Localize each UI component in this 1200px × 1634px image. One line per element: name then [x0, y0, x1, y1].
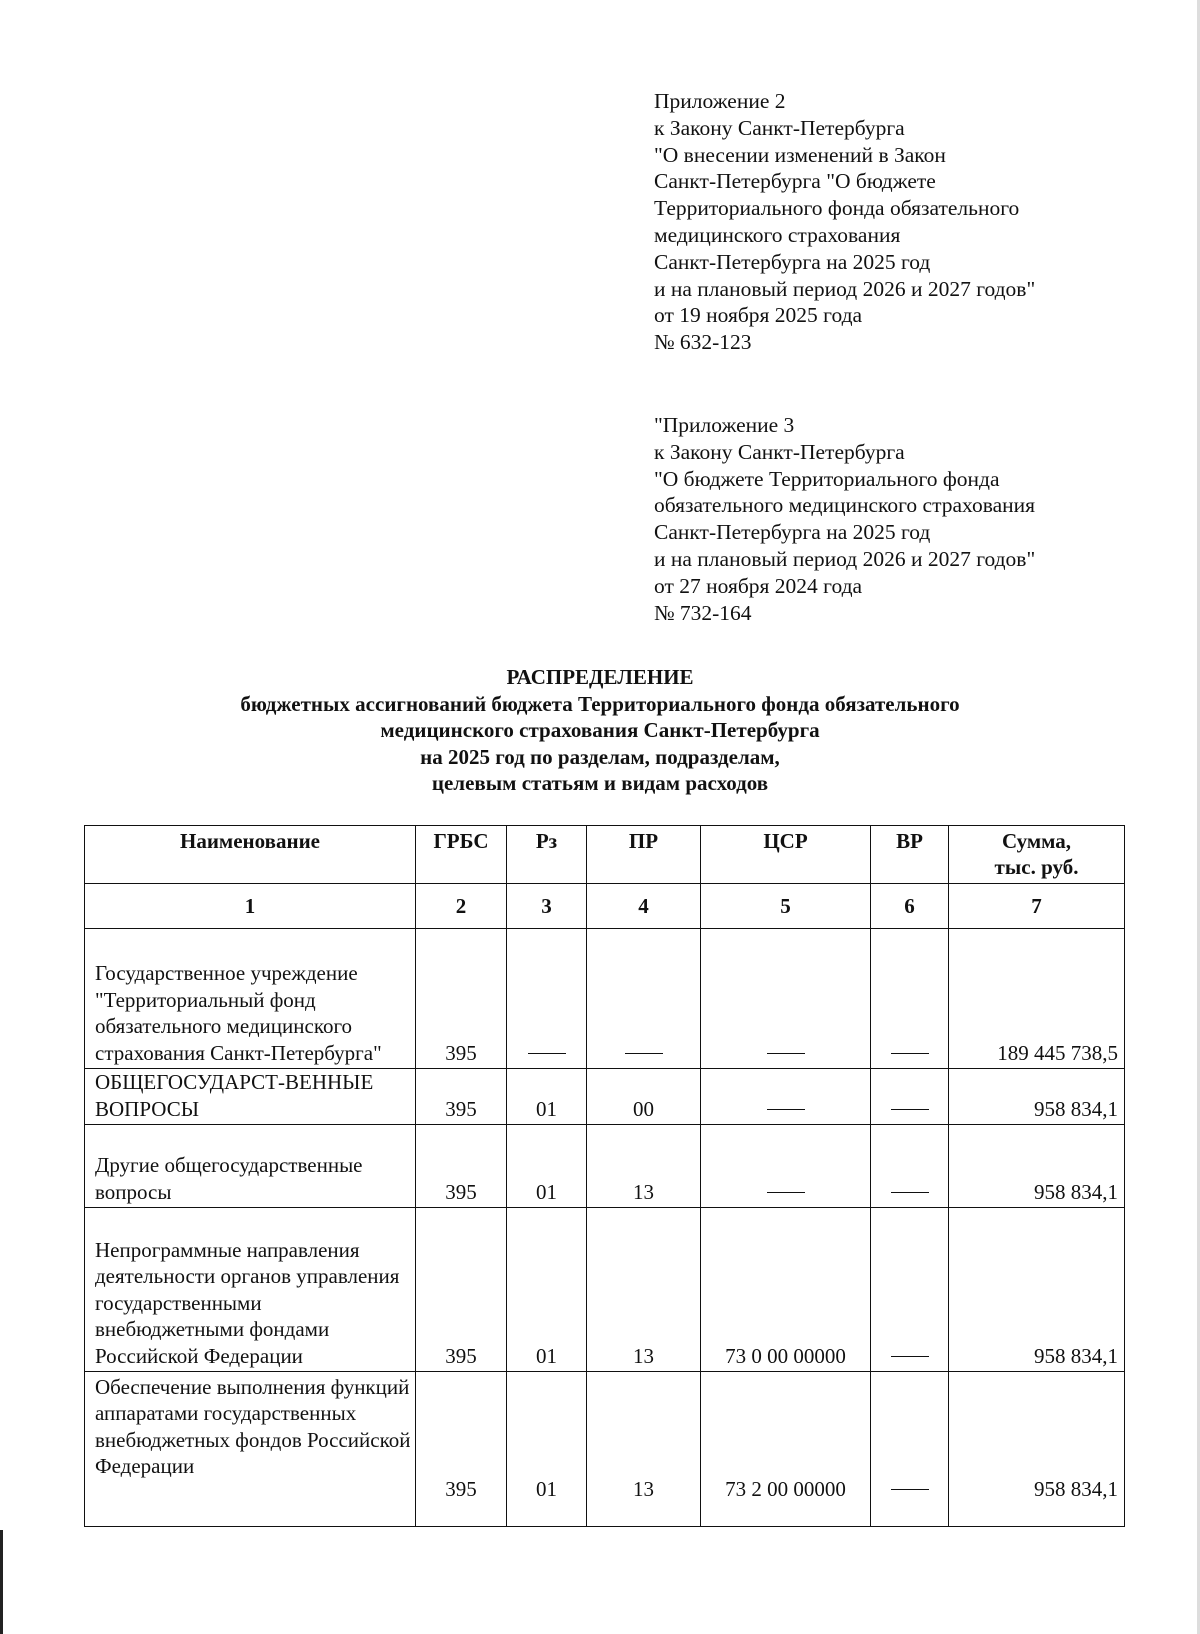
attachment-3-line: "О бюджете Территориального фонда: [654, 466, 1000, 491]
row-vr: [871, 1372, 949, 1527]
header-grbs: ГРБС: [416, 826, 507, 884]
title-line: бюджетных ассигнований бюджета Территориального фонда обязательного: [240, 691, 960, 716]
dash-mark: [767, 1053, 805, 1054]
column-number: 4: [587, 884, 701, 929]
row-name: Непрограммные направления деятельности органов управления государственными внебюджетными фондами Российской Федерации: [85, 1208, 416, 1372]
row-name: Государственное учреждение "Территориальный фонд обязательного медицинского страхования Санкт-Петербурга": [85, 929, 416, 1069]
column-number: 2: [416, 884, 507, 929]
attachment-3-line: к Закону Санкт-Петербурга: [654, 439, 905, 464]
table-header-row: [85, 826, 1125, 884]
table-row: [85, 929, 1125, 1069]
row-sum: 958 834,1: [949, 1069, 1125, 1125]
row-grbs: 395: [416, 1208, 507, 1372]
row-vr: [871, 1208, 949, 1372]
attachment-3-line: № 732-164: [654, 600, 752, 625]
attachment-2-line: № 632-123: [654, 330, 752, 355]
title-line: медицинского страхования Санкт-Петербурга: [380, 718, 820, 742]
row-pr: 00: [587, 1069, 701, 1125]
row-vr: [871, 929, 949, 1069]
header-vr: ВР: [871, 826, 949, 884]
document-title: [0, 664, 1200, 797]
row-rz: [507, 929, 587, 1069]
dash-mark: [767, 1109, 805, 1110]
row-csr: 73 2 00 00000: [701, 1372, 871, 1527]
row-name: Другие общегосударственные вопросы: [85, 1125, 416, 1208]
table-row: [85, 1069, 1125, 1125]
attachment-2-line: и на плановый период 2026 и 2027 годов": [654, 276, 1036, 301]
header-pr: ПР: [587, 826, 701, 884]
table-row: [85, 1125, 1125, 1208]
attachment-2-line: Территориального фонда обязательного: [654, 196, 1020, 221]
dash-mark: [767, 1192, 805, 1193]
row-csr: [701, 929, 871, 1069]
row-csr: 73 0 00 00000: [701, 1208, 871, 1372]
row-name: Обеспечение выполнения функций аппаратами государственных внебюджетных фондов Российской Федерации: [85, 1372, 416, 1527]
row-sum: 958 834,1: [949, 1125, 1125, 1208]
dash-mark: [891, 1356, 929, 1357]
row-rz: 01: [507, 1208, 587, 1372]
row-rz: 01: [507, 1125, 587, 1208]
row-csr: [701, 1069, 871, 1125]
column-number: 7: [949, 884, 1125, 929]
attachment-3-line: Санкт-Петербурга на 2025 год: [654, 520, 931, 545]
row-sum: 189 445 738,5: [949, 929, 1125, 1069]
dash-mark: [625, 1053, 663, 1054]
column-number: 5: [701, 884, 871, 929]
attachment-3-block: [654, 412, 1035, 626]
dash-mark: [891, 1109, 929, 1110]
dash-mark: [891, 1489, 929, 1490]
header-csr: ЦСР: [701, 826, 871, 884]
row-grbs: 395: [416, 1372, 507, 1527]
row-grbs: 395: [416, 1125, 507, 1208]
header-sum: Сумма, тыс. руб.: [949, 826, 1125, 884]
attachment-2-line: медицинского страхования: [654, 222, 901, 247]
scan-edge-left: [0, 1530, 3, 1634]
row-grbs: 395: [416, 1069, 507, 1125]
row-sum: 958 834,1: [949, 1208, 1125, 1372]
row-rz: 01: [507, 1069, 587, 1125]
row-vr: [871, 1125, 949, 1208]
column-number: 1: [85, 884, 416, 929]
column-number: 3: [507, 884, 587, 929]
title-line: на 2025 год по разделам, подразделам,: [420, 744, 780, 769]
attachment-2-line: Приложение 2: [654, 89, 786, 113]
attachment-2-block: [654, 88, 1035, 356]
table-column-numbers-row: [85, 884, 1125, 929]
attachment-2-line: Санкт-Петербурга на 2025 год: [654, 249, 931, 274]
attachment-2-line: Санкт-Петербурга "О бюджете: [654, 169, 936, 194]
attachment-2-line: от 19 ноября 2025 года: [654, 303, 863, 328]
dash-mark: [891, 1053, 929, 1054]
column-number: 6: [871, 884, 949, 929]
table-row: [85, 1208, 1125, 1372]
budget-table: [84, 825, 1125, 1527]
row-sum: 958 834,1: [949, 1372, 1125, 1527]
dash-mark: [528, 1053, 566, 1054]
row-vr: [871, 1069, 949, 1125]
attachment-3-line: и на плановый период 2026 и 2027 годов": [654, 546, 1036, 571]
dash-mark: [891, 1192, 929, 1193]
row-pr: 13: [587, 1372, 701, 1527]
attachment-3-line: от 27 ноября 2024 года: [654, 573, 863, 598]
row-csr: [701, 1125, 871, 1208]
row-pr: [587, 929, 701, 1069]
title-line: целевым статьям и видам расходов: [431, 771, 769, 795]
row-pr: 13: [587, 1125, 701, 1208]
row-name: ОБЩЕГОСУДАРСТ-ВЕННЫЕ ВОПРОСЫ: [85, 1069, 416, 1125]
row-pr: 13: [587, 1208, 701, 1372]
attachment-3-line: "Приложение 3: [654, 413, 795, 437]
row-rz: 01: [507, 1372, 587, 1527]
title-line: РАСПРЕДЕЛЕНИЕ: [506, 665, 694, 689]
header-rz: Рз: [507, 826, 587, 884]
attachment-2-line: к Закону Санкт-Петербурга: [654, 115, 905, 140]
header-name: Наименование: [85, 826, 416, 884]
table-row: [85, 1372, 1125, 1527]
row-grbs: 395: [416, 929, 507, 1069]
attachment-2-line: "О внесении изменений в Закон: [654, 142, 946, 167]
attachment-3-line: обязательного медицинского страхования: [654, 493, 1036, 518]
